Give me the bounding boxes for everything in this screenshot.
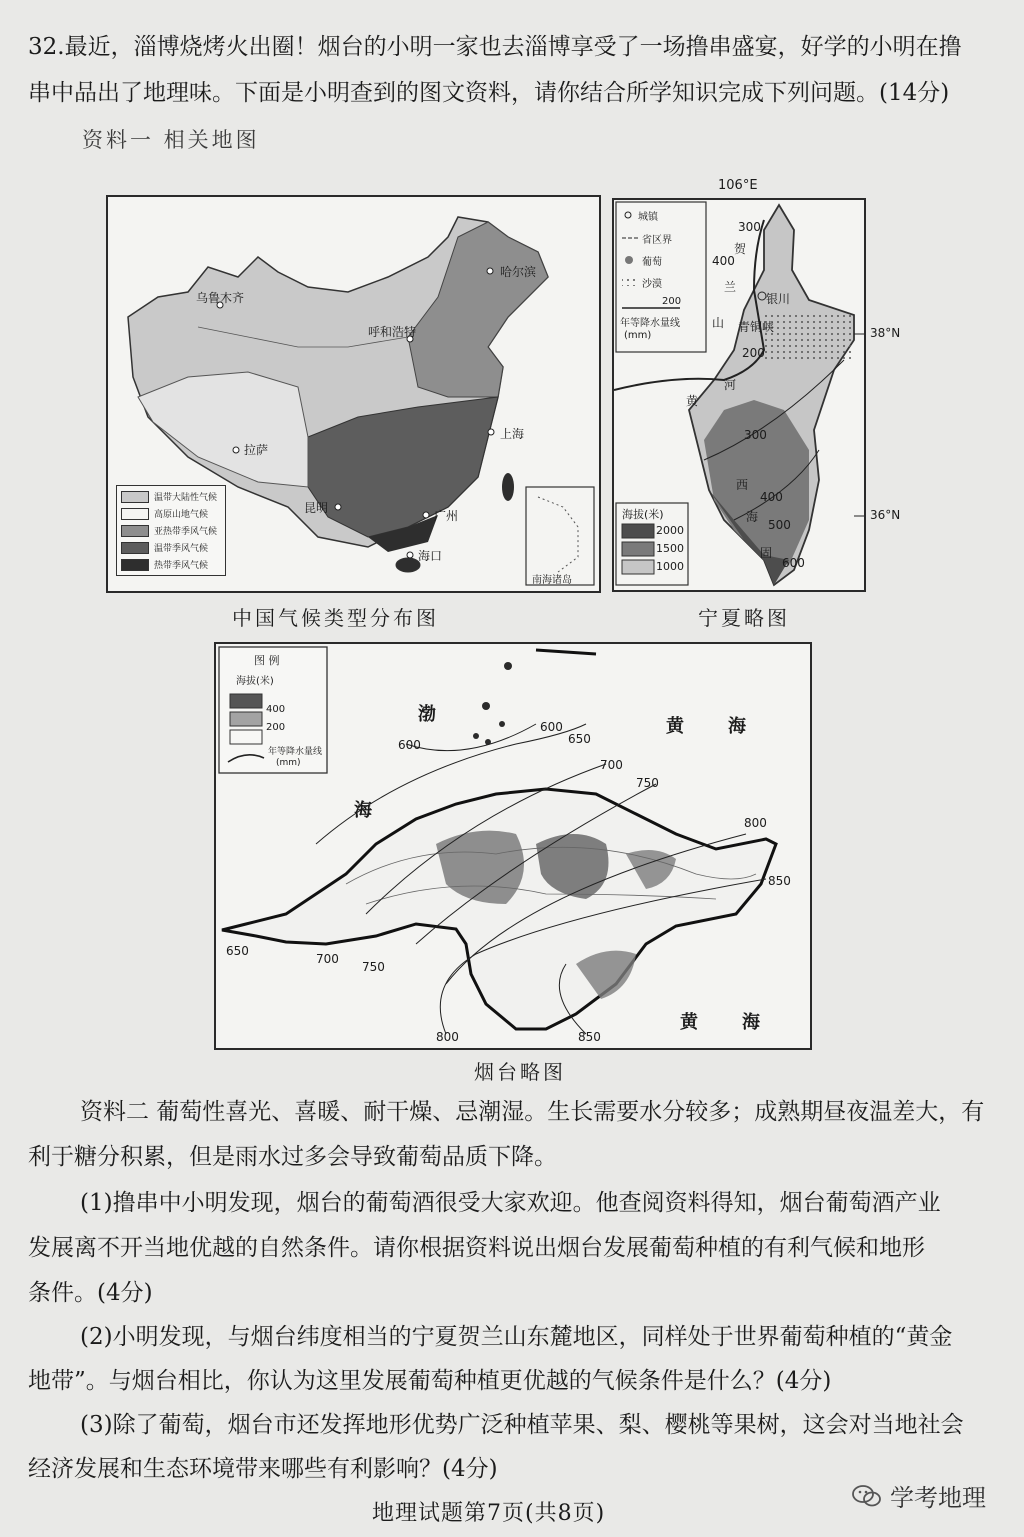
watermark-text: 学考地理 <box>890 1484 986 1512</box>
legend-town: 城镇 <box>638 212 658 223</box>
yantai-legend-200: 200 <box>266 722 286 733</box>
place-shan: 山 <box>712 316 725 330</box>
lat-36: 36°N <box>870 508 901 522</box>
yantai-legend-isohyet: 年等降水量线 <box>268 747 323 757</box>
q1-line-2: 发展离不开当地优越的自然条件。请你根据资料说出烟台发展葡萄种植的有利气候和地形 <box>28 1235 925 1261</box>
city-lhasa: 拉萨 <box>244 443 269 457</box>
legend-row: 温带季风气候 <box>117 539 225 556</box>
city-urumqi: 乌鲁木齐 <box>196 291 245 305</box>
place-qingtongxia: 青铜峡 <box>738 320 775 334</box>
yt-isohyet-700-top: 700 <box>600 758 623 772</box>
yt-isohyet-800-bottom: 800 <box>436 1030 459 1044</box>
elev-level-1500: 1500 <box>656 542 684 555</box>
yantai-legend-sub: 海拔(米) <box>236 676 274 687</box>
watermark <box>852 1478 986 1513</box>
legend-row: 亚热带季风气候 <box>117 522 225 539</box>
city-haikou: 海口 <box>418 549 443 563</box>
q3-line-1: (3)除了葡萄，烟台市还发挥地形优势广泛种植苹果、梨、樱桃等果树，这会对当地社会 <box>80 1412 964 1438</box>
isohyet-500: 500 <box>768 518 791 532</box>
place-gu: 固 <box>760 546 773 560</box>
elev-level-1000: 1000 <box>656 560 684 573</box>
sea-hai-north: 海 <box>728 716 746 737</box>
isohyet-300-north: 300 <box>738 220 761 234</box>
legend-isohyet-label: 年等降水量线 <box>620 318 680 329</box>
longitude-label: 106°E <box>718 178 758 193</box>
legend-row: 热带季风气候 <box>117 556 225 573</box>
city-guangzhou: 广州 <box>434 509 459 523</box>
yt-isohyet-850-top: 850 <box>768 874 791 888</box>
place-yinchuan: 银川 <box>766 292 791 306</box>
yantai-legend-400: 400 <box>266 704 286 715</box>
yantai-map-drawing <box>216 644 810 1048</box>
yt-isohyet-600-a: 600 <box>398 738 421 752</box>
yt-isohyet-600-b: 600 <box>540 720 563 734</box>
isohyet-600: 600 <box>782 556 805 570</box>
legend-grape: 葡萄 <box>642 257 662 268</box>
legend-row: 高原山地气候 <box>117 505 225 522</box>
place-lan: 兰 <box>724 280 737 294</box>
place-hai: 海 <box>746 510 759 524</box>
material-2-line-1: 资料二 葡萄性喜光、喜暖、耐干燥、忌潮湿。生长需要水分较多；成熟期昼夜温差大，有 <box>80 1099 985 1125</box>
place-huang: 黄 <box>686 394 699 408</box>
city-shanghai: 上海 <box>500 427 525 441</box>
yt-isohyet-700-bottom: 700 <box>316 952 339 966</box>
question-line-1: 32.最近，淄博烧烤火出圈！烟台的小明一家也去淄博享受了一场撸串盛宴，好学的小明在撸 <box>28 34 962 60</box>
city-harbin: 哈尔滨 <box>500 265 537 279</box>
climate-legend <box>116 485 226 576</box>
yantai-legend-unit: (mm) <box>276 758 301 768</box>
sea-bo-hai: 海 <box>354 800 372 821</box>
yt-isohyet-750-bottom: 750 <box>362 960 385 974</box>
sea-huang-south: 黄 <box>680 1012 698 1033</box>
yt-isohyet-850-bottom: 850 <box>578 1030 601 1044</box>
wechat-icon <box>852 1483 882 1509</box>
place-river: 河 <box>724 378 737 392</box>
sea-hai-south: 海 <box>742 1012 760 1033</box>
question-line-2: 串中品出了地理味。下面是小明查到的图文资料，请你结合所学知识完成下列问题。(14分) <box>28 80 950 106</box>
sea-huang-north: 黄 <box>666 716 684 737</box>
isohyet-400-south: 400 <box>760 490 783 504</box>
legend-border: 省区界 <box>642 235 672 246</box>
q2-line-2: 地带”。与烟台相比，你认为这里发展葡萄种植更优越的气候条件是什么？(4分) <box>28 1368 832 1394</box>
ningxia-map-caption: 宁夏略图 <box>698 606 790 630</box>
place-xi: 西 <box>736 478 749 492</box>
q3-line-2: 经济发展和生态环境带来哪些有利影响？(4分) <box>28 1456 498 1482</box>
yt-isohyet-750-top: 750 <box>636 776 659 790</box>
yt-isohyet-800-top: 800 <box>744 816 767 830</box>
city-hohhot: 呼和浩特 <box>368 325 417 339</box>
elev-legend-title: 海拔(米) <box>622 508 664 521</box>
legend-isohyet-value: 200 <box>662 296 682 307</box>
isohyet-400-north: 400 <box>712 254 735 268</box>
material-1-title: 资料一 相关地图 <box>82 128 260 152</box>
legend-row: 温带大陆性气候 <box>117 488 225 505</box>
material-2-line-2: 利于糖分积累，但是雨水过多会导致葡萄品质下降。 <box>28 1144 557 1170</box>
q1-line-3: 条件。(4分) <box>28 1280 153 1306</box>
yt-isohyet-650-top: 650 <box>568 732 591 746</box>
yantai-legend-title: 图 例 <box>254 654 280 667</box>
isohyet-300-south: 300 <box>744 428 767 442</box>
china-map-caption: 中国气候类型分布图 <box>232 606 439 630</box>
city-kunming: 昆明 <box>304 501 329 515</box>
isohyet-200: 200 <box>742 346 765 360</box>
legend-isohyet-unit: (mm) <box>624 330 652 341</box>
yantai-map <box>214 642 812 1050</box>
lat-38: 38°N <box>870 326 901 340</box>
ningxia-map <box>612 198 866 592</box>
legend-desert: 沙漠 <box>642 279 662 290</box>
q2-line-1: (2)小明发现，与烟台纬度相当的宁夏贺兰山东麓地区，同样处于世界葡萄种植的“黄金 <box>80 1324 953 1350</box>
china-climate-map <box>106 195 601 593</box>
q1-line-1: (1)撸串中小明发现，烟台的葡萄酒很受大家欢迎。他查阅资料得知，烟台葡萄酒产业 <box>80 1190 941 1216</box>
inset-south-china-sea-label: 南海诸岛 <box>532 575 572 586</box>
yt-isohyet-650-bottom: 650 <box>226 944 249 958</box>
page-footer: 地理试题第7页(共8页) <box>372 1501 606 1526</box>
place-he: 贺 <box>734 242 747 256</box>
yantai-map-caption: 烟台略图 <box>474 1060 566 1084</box>
elev-level-2000: 2000 <box>656 524 684 537</box>
sea-bo: 渤 <box>418 704 436 725</box>
